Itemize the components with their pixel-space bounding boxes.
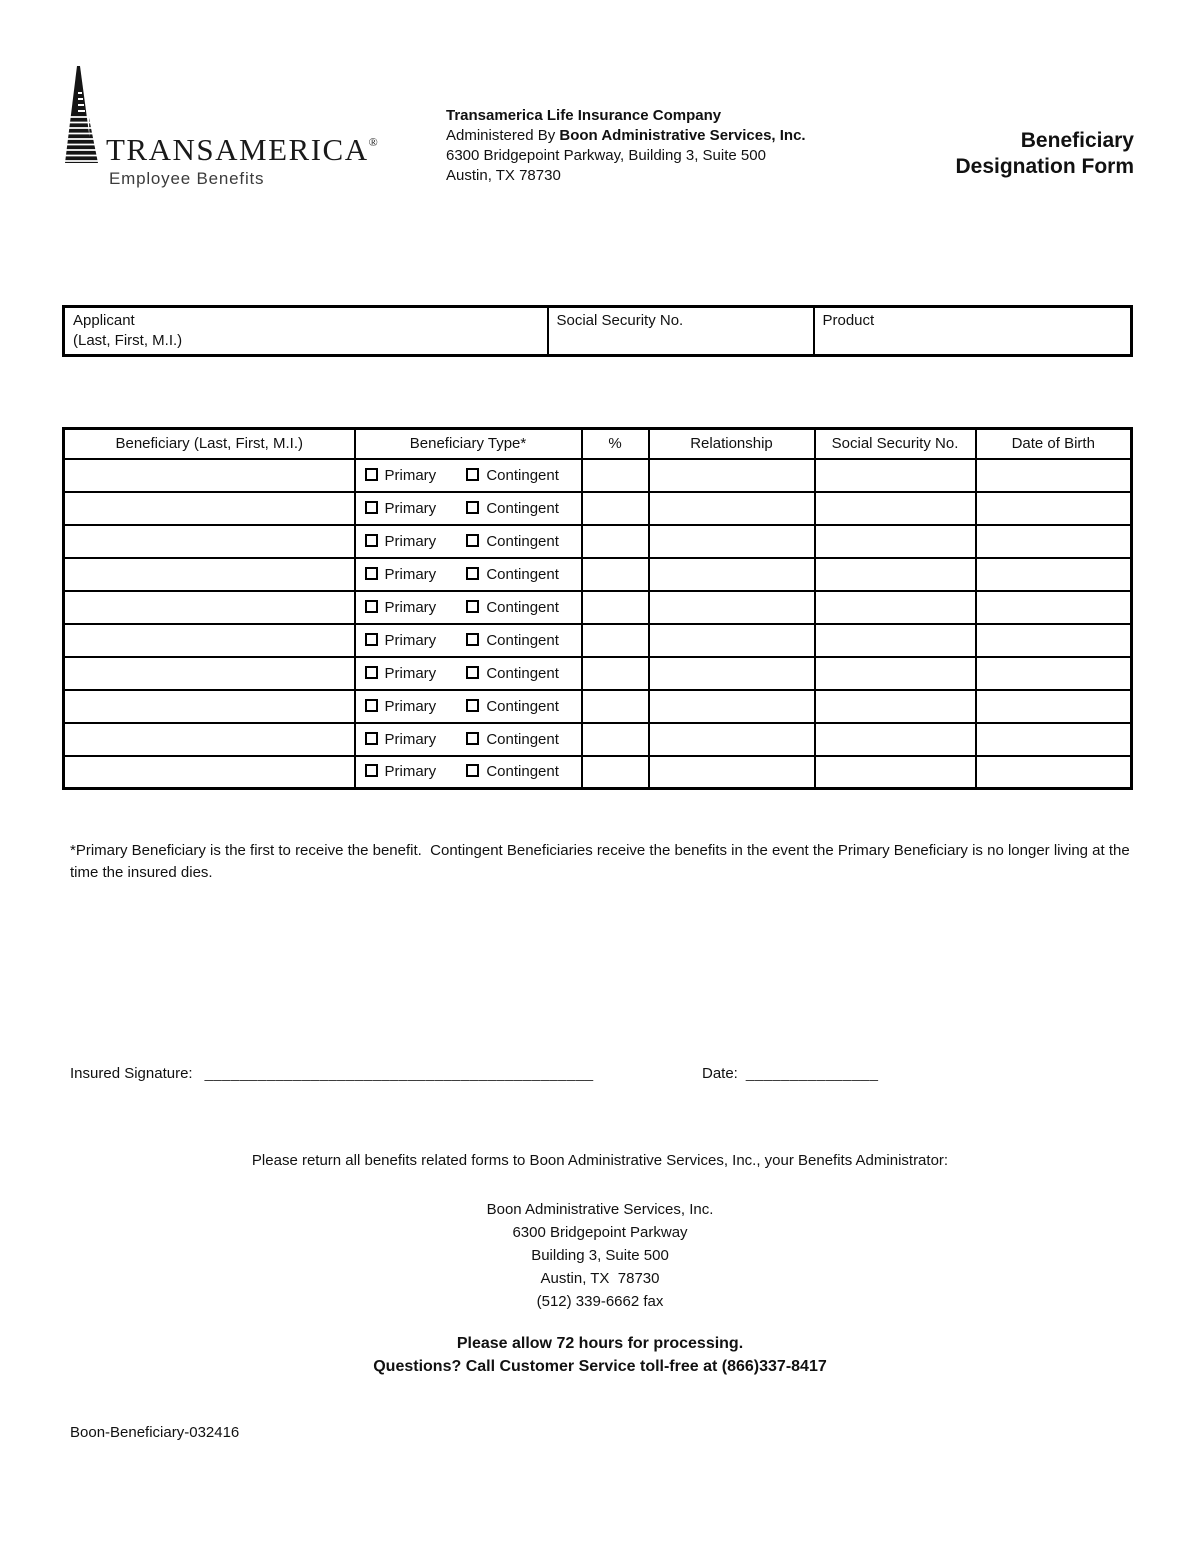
beneficiary-type-cell — [355, 525, 582, 558]
contingent-option[interactable] — [466, 599, 559, 616]
primary-label: Primary — [384, 763, 437, 781]
beneficiary-header-row — [64, 429, 1132, 459]
beneficiary-name-cell[interactable] — [64, 657, 355, 690]
contingent-option[interactable] — [466, 763, 559, 780]
dob-cell[interactable] — [976, 591, 1132, 624]
header-beneficiary-name: Beneficiary (Last, First, M.I.) — [64, 429, 355, 459]
contingent-label: Contingent — [486, 664, 559, 682]
primary-option[interactable] — [365, 763, 437, 780]
primary-checkbox[interactable] — [365, 600, 378, 613]
form-code: Boon-Beneficiary-032416 — [70, 1424, 240, 1441]
company-street-address: 6300 Bridgepoint Parkway, Building 3, Suite 500 — [446, 147, 766, 164]
primary-label: Primary — [384, 466, 437, 484]
contingent-checkbox[interactable] — [466, 600, 479, 613]
beneficiary-type-cell — [355, 657, 582, 690]
contingent-option[interactable] — [466, 731, 559, 748]
relationship-cell[interactable] — [649, 657, 815, 690]
return-address-line: Austin, TX 78730 — [540, 1270, 660, 1287]
registered-mark: ® — [368, 135, 378, 149]
beneficiary-row — [64, 591, 1132, 624]
pyramid-building-icon — [64, 66, 98, 163]
primary-checkbox[interactable] — [365, 567, 378, 580]
beneficiary-name-cell[interactable] — [64, 690, 355, 723]
processing-time-note: Please allow 72 hours for processing. — [456, 1335, 744, 1352]
relationship-cell[interactable] — [649, 459, 815, 492]
applicant-label: Applicant — [73, 312, 135, 329]
title-line-1: Beneficiary — [1020, 129, 1134, 152]
header-ssn: Social Security No. — [815, 429, 976, 459]
beneficiary-name-cell[interactable] — [64, 492, 355, 525]
contingent-label: Contingent — [486, 697, 559, 715]
ssn-cell[interactable] — [815, 558, 976, 591]
beneficiary-name-cell[interactable] — [64, 459, 355, 492]
contingent-checkbox[interactable] — [466, 732, 479, 745]
percent-cell[interactable] — [582, 525, 649, 558]
ssn-cell[interactable] — [815, 591, 976, 624]
beneficiary-row — [64, 492, 1132, 525]
return-address-line: Building 3, Suite 500 — [531, 1247, 669, 1264]
beneficiary-name-cell[interactable] — [64, 558, 355, 591]
contingent-checkbox[interactable] — [466, 764, 479, 777]
beneficiary-type-cell — [355, 459, 582, 492]
logo-text — [106, 134, 378, 189]
primary-checkbox[interactable] — [365, 633, 378, 646]
header-beneficiary-type: Beneficiary Type* — [355, 429, 582, 459]
primary-checkbox[interactable] — [365, 534, 378, 547]
transamerica-logo — [64, 66, 378, 189]
percent-cell[interactable] — [582, 756, 649, 789]
relationship-cell[interactable] — [649, 591, 815, 624]
dob-cell[interactable] — [976, 525, 1132, 558]
percent-cell[interactable] — [582, 492, 649, 525]
brand-wordmark: TRANSAMERICA — [106, 132, 369, 167]
contingent-option[interactable] — [466, 665, 559, 682]
company-city-state-zip: Austin, TX 78730 — [446, 167, 561, 184]
beneficiary-type-cell — [355, 690, 582, 723]
beneficiary-type-cell — [355, 591, 582, 624]
beneficiary-name-cell[interactable] — [64, 756, 355, 789]
beneficiary-name-cell[interactable] — [64, 624, 355, 657]
signature-line[interactable]: ____________________________________________ — [204, 1065, 594, 1082]
ssn-cell[interactable] — [815, 723, 976, 756]
primary-option[interactable] — [365, 500, 437, 517]
beneficiary-row — [64, 459, 1132, 492]
page-title — [955, 128, 1134, 180]
primary-checkbox[interactable] — [365, 732, 378, 745]
beneficiary-name-cell[interactable] — [64, 591, 355, 624]
primary-option[interactable] — [365, 599, 437, 616]
applicant-product-field[interactable] — [814, 307, 1132, 356]
return-fax-line: (512) 339-6662 fax — [536, 1293, 664, 1310]
header-dob: Date of Birth — [976, 429, 1132, 459]
primary-label: Primary — [384, 598, 437, 616]
date-group — [702, 1065, 879, 1082]
applicant-name-field[interactable] — [64, 307, 548, 356]
percent-cell[interactable] — [582, 624, 649, 657]
primary-checkbox[interactable] — [365, 666, 378, 679]
contingent-label: Contingent — [486, 598, 559, 616]
company-info — [446, 106, 806, 186]
applicant-table — [62, 305, 1133, 357]
relationship-cell[interactable] — [649, 492, 815, 525]
beneficiary-row — [64, 558, 1132, 591]
beneficiary-type-cell — [355, 624, 582, 657]
beneficiary-name-cell[interactable] — [64, 525, 355, 558]
dob-cell[interactable] — [976, 558, 1132, 591]
contingent-label: Contingent — [486, 466, 559, 484]
ssn-label: Social Security No. — [556, 312, 684, 329]
beneficiary-row — [64, 525, 1132, 558]
dob-cell[interactable] — [976, 690, 1132, 723]
primary-label: Primary — [384, 499, 437, 517]
beneficiary-table — [62, 427, 1133, 790]
relationship-cell[interactable] — [649, 723, 815, 756]
contingent-label: Contingent — [486, 532, 559, 550]
primary-option[interactable] — [365, 698, 437, 715]
return-address-line: 6300 Bridgepoint Parkway — [512, 1224, 688, 1241]
relationship-cell[interactable] — [649, 525, 815, 558]
contingent-option[interactable] — [466, 467, 559, 484]
contingent-label: Contingent — [486, 565, 559, 583]
contingent-checkbox[interactable] — [466, 501, 479, 514]
primary-checkbox[interactable] — [365, 699, 378, 712]
customer-service-note: Questions? Call Customer Service toll-free at (866)337-8417 — [373, 1358, 827, 1375]
dob-cell[interactable] — [976, 657, 1132, 690]
relationship-cell[interactable] — [649, 558, 815, 591]
percent-cell[interactable] — [582, 558, 649, 591]
title-line-2: Designation Form — [955, 155, 1134, 178]
contingent-label: Contingent — [486, 499, 559, 517]
primary-contingent-footnote: *Primary Beneficiary is the first to receive the benefit. Contingent Beneficiaries receive the benefits in the event the Primary Beneficiary is no longer living at the time the insured dies. — [70, 842, 1130, 881]
return-address-block — [0, 1198, 1200, 1313]
contingent-label: Contingent — [486, 730, 559, 748]
contingent-label: Contingent — [486, 631, 559, 649]
beneficiary-type-cell — [355, 723, 582, 756]
beneficiary-table-body — [64, 459, 1132, 789]
contingent-option[interactable] — [466, 698, 559, 715]
beneficiary-row — [64, 624, 1132, 657]
beneficiary-type-cell — [355, 492, 582, 525]
signature-row — [70, 1065, 1134, 1082]
ssn-cell[interactable] — [815, 624, 976, 657]
relationship-cell[interactable] — [649, 624, 815, 657]
ssn-cell[interactable] — [815, 525, 976, 558]
percent-cell[interactable] — [582, 591, 649, 624]
beneficiary-name-cell[interactable] — [64, 723, 355, 756]
ssn-cell[interactable] — [815, 459, 976, 492]
beneficiary-row — [64, 690, 1132, 723]
primary-option[interactable] — [365, 665, 437, 682]
percent-cell[interactable] — [582, 657, 649, 690]
dob-cell[interactable] — [976, 459, 1132, 492]
contingent-option[interactable] — [466, 500, 559, 517]
ssn-cell[interactable] — [815, 756, 976, 789]
primary-option[interactable] — [365, 533, 437, 550]
contingent-option[interactable] — [466, 632, 559, 649]
processing-notes — [0, 1332, 1200, 1378]
beneficiary-row — [64, 756, 1132, 789]
header-percent: % — [582, 429, 649, 459]
administered-prefix: Administered By — [446, 127, 560, 144]
primary-label: Primary — [384, 730, 437, 748]
date-line[interactable]: _______________ — [745, 1065, 879, 1082]
primary-label: Primary — [384, 565, 437, 583]
applicant-ssn-field[interactable] — [548, 307, 814, 356]
ssn-cell[interactable] — [815, 492, 976, 525]
brand-tagline: Employee Benefits — [109, 169, 265, 188]
contingent-checkbox[interactable] — [466, 633, 479, 646]
dob-cell[interactable] — [976, 624, 1132, 657]
date-label: Date: — [702, 1065, 738, 1082]
administrator-name: Boon Administrative Services, Inc. — [559, 127, 806, 144]
relationship-cell[interactable] — [649, 756, 815, 789]
contingent-checkbox[interactable] — [466, 666, 479, 679]
percent-cell[interactable] — [582, 459, 649, 492]
primary-label: Primary — [384, 631, 437, 649]
percent-cell[interactable] — [582, 690, 649, 723]
dob-cell[interactable] — [976, 723, 1132, 756]
relationship-cell[interactable] — [649, 690, 815, 723]
dob-cell[interactable] — [976, 492, 1132, 525]
contingent-label: Contingent — [486, 763, 559, 781]
primary-checkbox[interactable] — [365, 501, 378, 514]
primary-label: Primary — [384, 697, 437, 715]
primary-checkbox[interactable] — [365, 468, 378, 481]
header-relationship: Relationship — [649, 429, 815, 459]
contingent-checkbox[interactable] — [466, 468, 479, 481]
contingent-checkbox[interactable] — [466, 567, 479, 580]
primary-checkbox[interactable] — [365, 764, 378, 777]
beneficiary-type-cell — [355, 558, 582, 591]
beneficiary-type-cell — [355, 756, 582, 789]
contingent-option[interactable] — [466, 533, 559, 550]
contingent-checkbox[interactable] — [466, 699, 479, 712]
applicant-row — [64, 307, 1132, 356]
insured-signature-label: Insured Signature: — [70, 1065, 193, 1082]
product-label: Product — [822, 312, 875, 329]
percent-cell[interactable] — [582, 723, 649, 756]
primary-label: Primary — [384, 532, 437, 550]
primary-label: Primary — [384, 664, 437, 682]
return-address-line: Boon Administrative Services, Inc. — [486, 1201, 714, 1218]
beneficiary-row — [64, 723, 1132, 756]
ssn-cell[interactable] — [815, 657, 976, 690]
return-instructions: Please return all benefits related forms to Boon Administrative Services, Inc., your Benefits Administrator: — [251, 1152, 949, 1169]
primary-option[interactable] — [365, 731, 437, 748]
dob-cell[interactable] — [976, 756, 1132, 789]
primary-option[interactable] — [365, 467, 437, 484]
primary-option[interactable] — [365, 632, 437, 649]
brand-name — [106, 134, 378, 165]
applicant-label-format: (Last, First, M.I.) — [73, 332, 183, 349]
company-name: Transamerica Life Insurance Company — [446, 107, 722, 124]
beneficiary-row — [64, 657, 1132, 690]
administered-by-line — [446, 126, 806, 146]
primary-option[interactable] — [365, 566, 437, 583]
contingent-checkbox[interactable] — [466, 534, 479, 547]
ssn-cell[interactable] — [815, 690, 976, 723]
contingent-option[interactable] — [466, 566, 559, 583]
